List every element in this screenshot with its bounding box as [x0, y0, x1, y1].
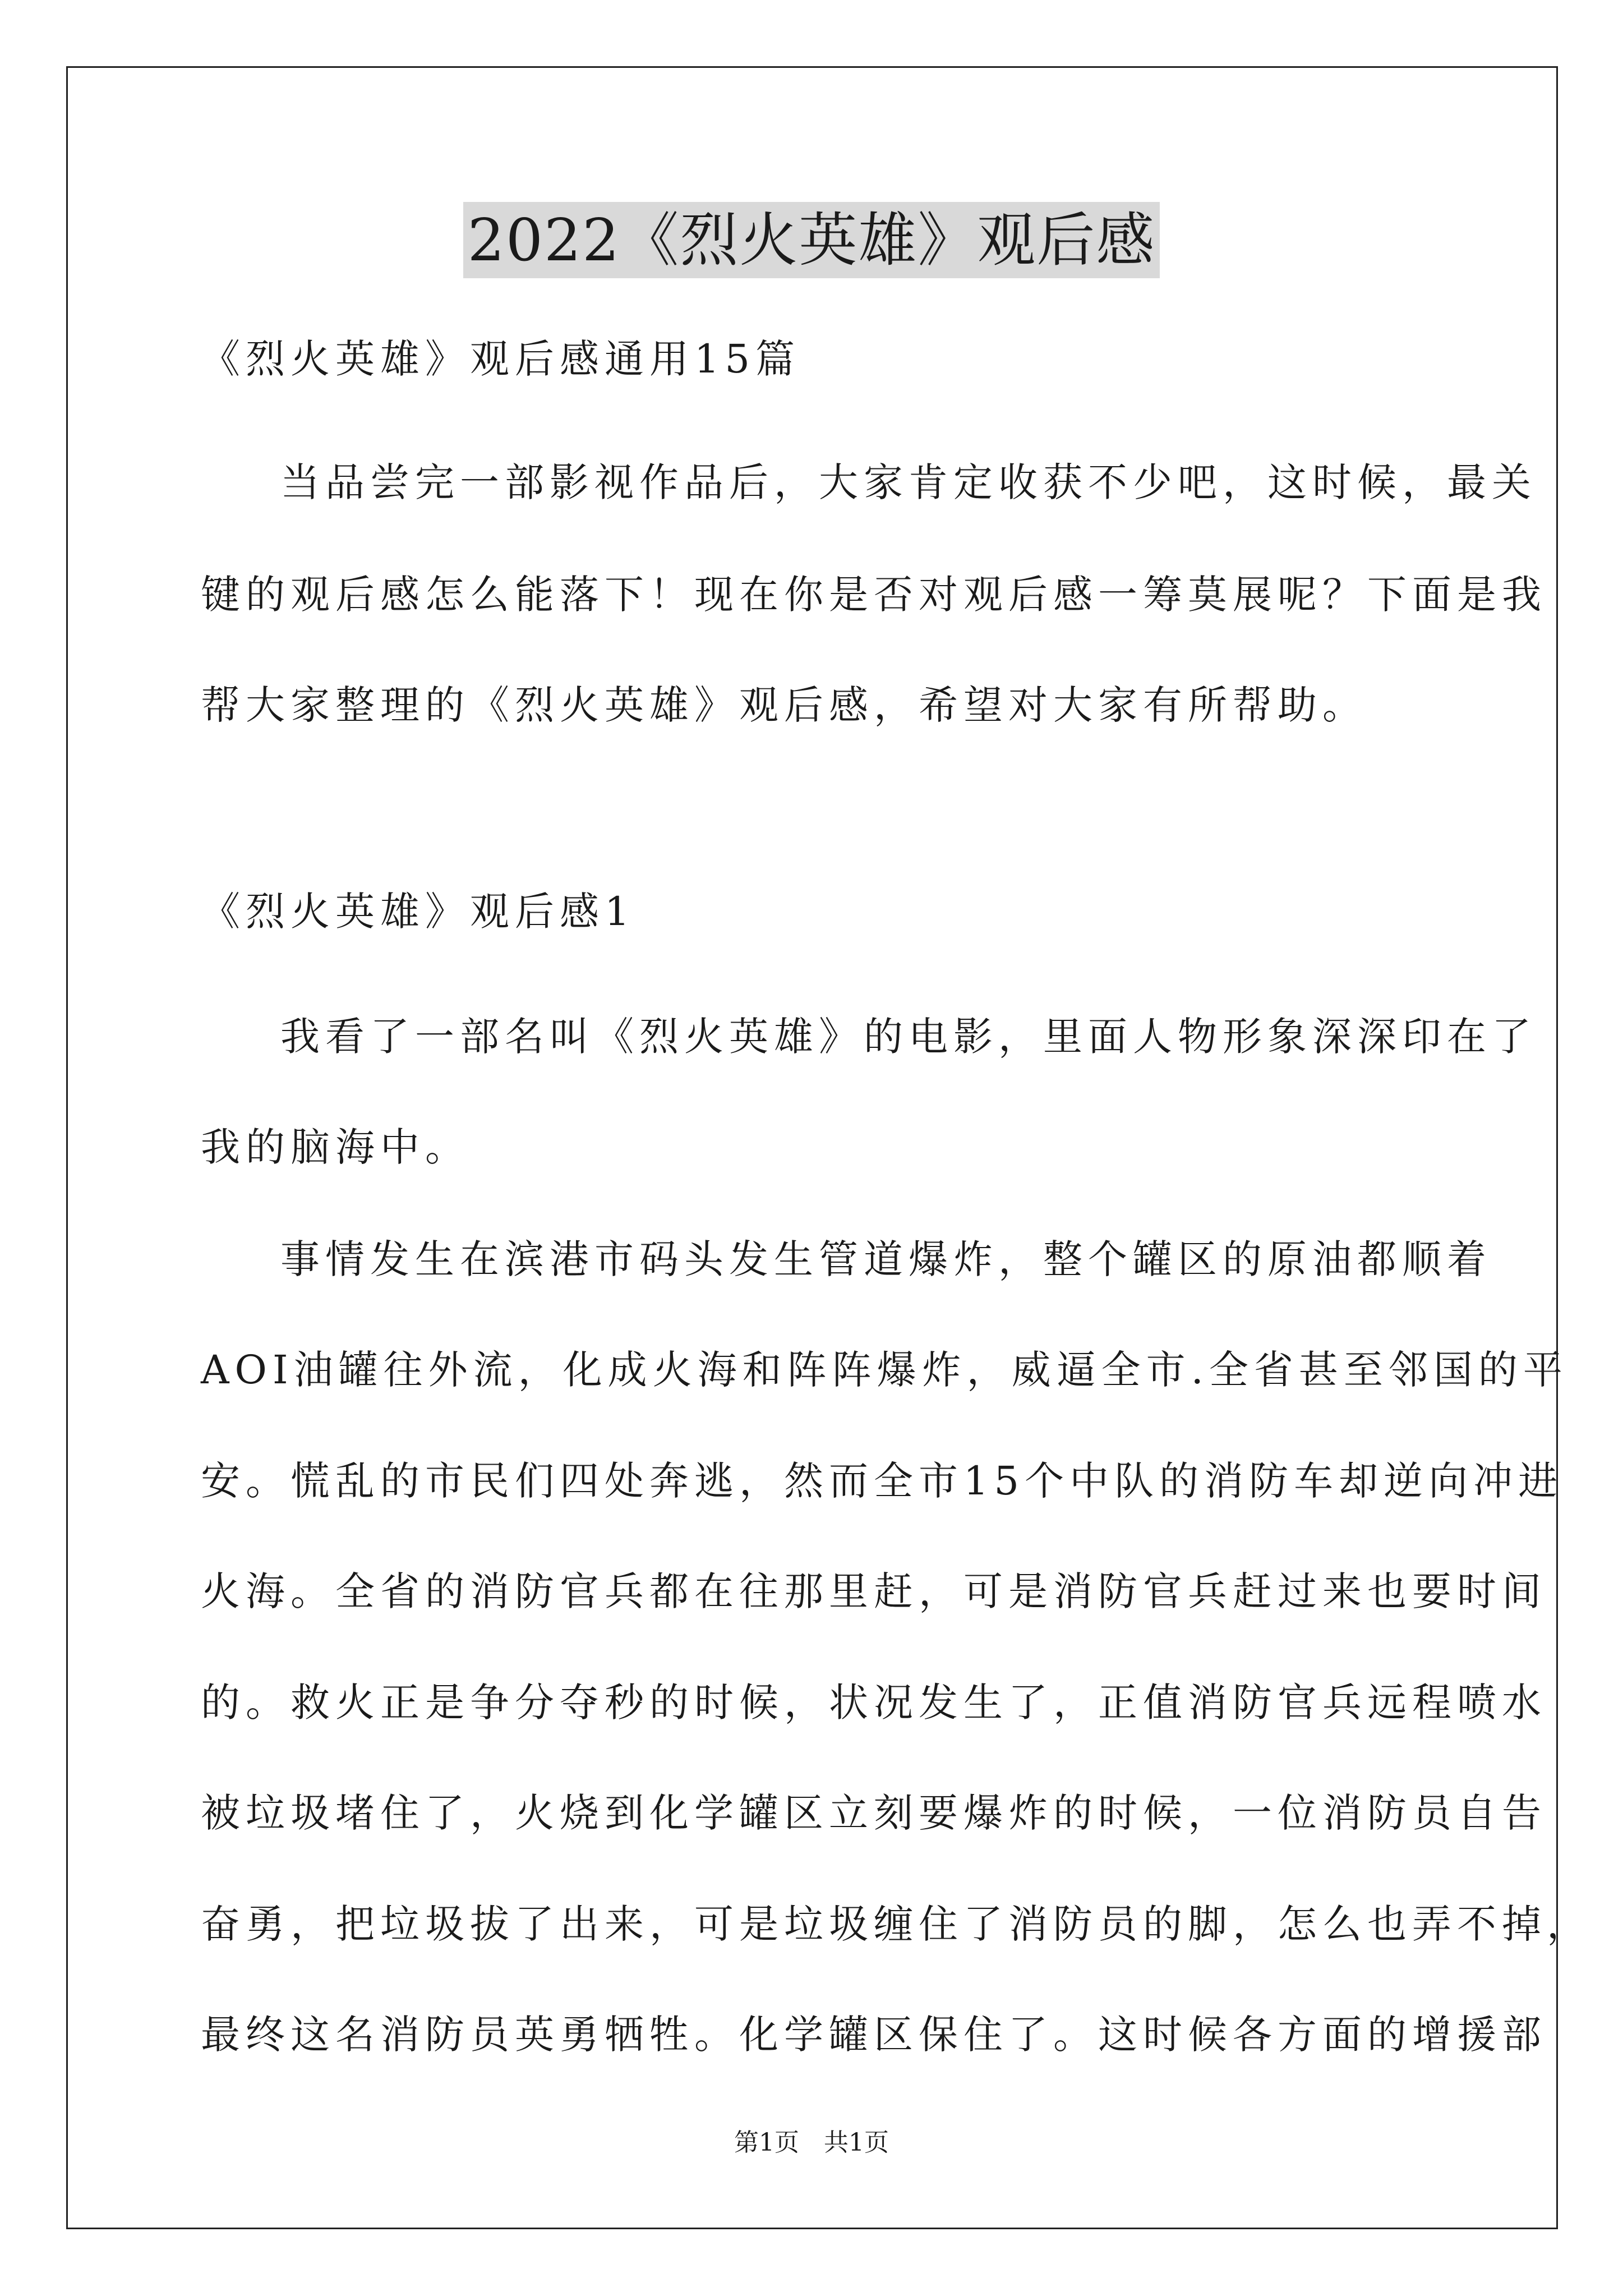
title-container [0, 202, 1623, 278]
paragraph2-line-4: 火海。全省的消防官兵都在往那里赶，可是消防官兵赶过来也要时间 [201, 1568, 1547, 1614]
paragraph2-line-2: AOI油罐往外流，化成火海和阵阵爆炸，威逼全市.全省甚至邻国的平 [201, 1347, 1568, 1393]
intro-line-2: 键的观后感怎么能落下！现在你是否对观后感一筹莫展呢？下面是我 [201, 572, 1547, 618]
section-heading: 《烈火英雄》观后感1 [201, 889, 635, 935]
paragraph2-line-7: 奋勇，把垃圾拔了出来，可是垃圾缠住了消防员的脚，怎么也弄不掉， [201, 1901, 1592, 1947]
paragraph2-line-1: 事情发生在滨港市码头发生管道爆炸，整个罐区的原油都顺着 [280, 1236, 1492, 1282]
paragraph1-line-1: 我看了一部名叫《烈火英雄》的电影，里面人物形象深深印在了 [280, 1014, 1537, 1060]
paragraph2-line-8: 最终这名消防员英勇牺牲。化学罐区保住了。这时候各方面的增援部 [201, 2012, 1547, 2058]
paragraph1-line-2: 我的脑海中。 [201, 1124, 470, 1170]
intro-line-3: 帮大家整理的《烈火英雄》观后感，希望对大家有所帮助。 [201, 682, 1367, 728]
document-title: 2022《烈火英雄》观后感 [463, 202, 1160, 278]
paragraph2-line-6: 被垃圾堵住了，火烧到化学罐区立刻要爆炸的时候，一位消防员自告 [201, 1790, 1547, 1836]
paragraph2-line-3: 安。慌乱的市民们四处奔逃，然而全市15个中队的消防车却逆向冲进 [201, 1458, 1564, 1504]
document-subtitle: 《烈火英雄》观后感通用15篇 [201, 336, 801, 382]
page-footer: 第1页 共1页 [734, 2128, 889, 2157]
paragraph2-line-5: 的。救火正是争分夺秒的时候，状况发生了，正值消防官兵远程喷水 [201, 1680, 1547, 1726]
intro-line-1: 当品尝完一部影视作品后，大家肯定收获不少吧，这时候，最关 [280, 459, 1537, 505]
